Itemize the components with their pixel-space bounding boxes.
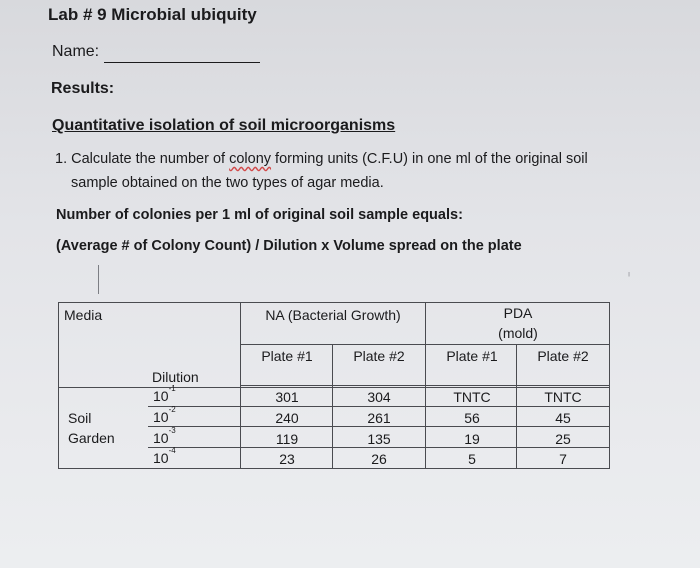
table-cell: 5 bbox=[468, 451, 476, 467]
table-cell: TNTC bbox=[544, 389, 582, 405]
table-rule bbox=[516, 344, 517, 469]
sample-label-2: Garden bbox=[68, 430, 115, 446]
question-line-1 bbox=[55, 151, 588, 167]
dilution-header: Dilution bbox=[152, 369, 199, 385]
table-rule bbox=[148, 426, 610, 427]
table-cell: 25 bbox=[555, 431, 571, 447]
table-cell: 19 bbox=[464, 431, 480, 447]
media-header: Media bbox=[64, 307, 103, 323]
table-border-left bbox=[58, 302, 59, 469]
table-cell: 301 bbox=[275, 389, 299, 405]
pda-header: PDA bbox=[503, 305, 533, 321]
table-rule bbox=[332, 344, 333, 469]
table-cell: 261 bbox=[367, 410, 391, 426]
pda-header-sub: (mold) bbox=[498, 325, 538, 341]
dilution-cell: $10^{-3}$ bbox=[153, 426, 176, 446]
table-cell: 23 bbox=[279, 451, 295, 467]
table-cell: 7 bbox=[559, 451, 567, 467]
name-blank-line bbox=[104, 62, 260, 63]
question-line-1-pre: 1. Calculate the number of bbox=[55, 151, 230, 167]
pda-plate-1-header: Plate #1 bbox=[446, 348, 498, 364]
dilution-cell: $10^{-4}$ bbox=[153, 446, 176, 466]
table-rule bbox=[240, 302, 241, 469]
pda-plate-2-header: Plate #2 bbox=[537, 348, 589, 364]
dilution-cell: $10^{-1}$ bbox=[153, 384, 176, 404]
table-cell: 45 bbox=[555, 410, 571, 426]
formula-expression: (Average # of Colony Count) / Dilution x Volume spread on the plate bbox=[56, 238, 522, 254]
sample-label: Soil bbox=[68, 410, 92, 426]
table-cell: 304 bbox=[367, 389, 391, 405]
table-cell: 56 bbox=[464, 410, 480, 426]
table-rule bbox=[58, 387, 610, 388]
table-rule bbox=[148, 447, 610, 448]
table-rule bbox=[148, 406, 610, 407]
table-cell: 240 bbox=[275, 410, 299, 426]
spellcheck-word: colony bbox=[229, 151, 272, 167]
dilution-cell: $10^{-2}$ bbox=[153, 405, 176, 425]
question-line-2: sample obtained on the two types of agar media. bbox=[71, 175, 384, 191]
lab-title: Lab # 9 Microbial ubiquity bbox=[48, 5, 257, 24]
table-cell: TNTC bbox=[453, 389, 491, 405]
table-border-bottom bbox=[58, 468, 610, 469]
table-border-right bbox=[609, 302, 610, 469]
formula-title: Number of colonies per 1 ml of original soil sample equals: bbox=[56, 207, 463, 223]
name-label: Name: bbox=[52, 43, 100, 60]
results-table bbox=[58, 302, 610, 469]
ibeam-cursor-icon: ᴵ bbox=[628, 270, 631, 283]
question-line-1-post: forming units (C.F.U) in one ml of the original soil bbox=[271, 151, 588, 167]
table-cell: 26 bbox=[371, 451, 387, 467]
na-plate-1-header: Plate #1 bbox=[261, 348, 313, 364]
na-plate-2-header: Plate #2 bbox=[353, 348, 405, 364]
table-border-top bbox=[58, 302, 610, 303]
section-heading: Quantitative isolation of soil microorganisms bbox=[52, 117, 396, 134]
na-header: NA (Bacterial Growth) bbox=[265, 307, 401, 323]
results-label: Results: bbox=[51, 80, 115, 97]
table-cell: 135 bbox=[367, 431, 391, 447]
table-rule bbox=[425, 302, 426, 469]
text-cursor bbox=[98, 265, 99, 294]
table-cell: 119 bbox=[275, 431, 299, 447]
